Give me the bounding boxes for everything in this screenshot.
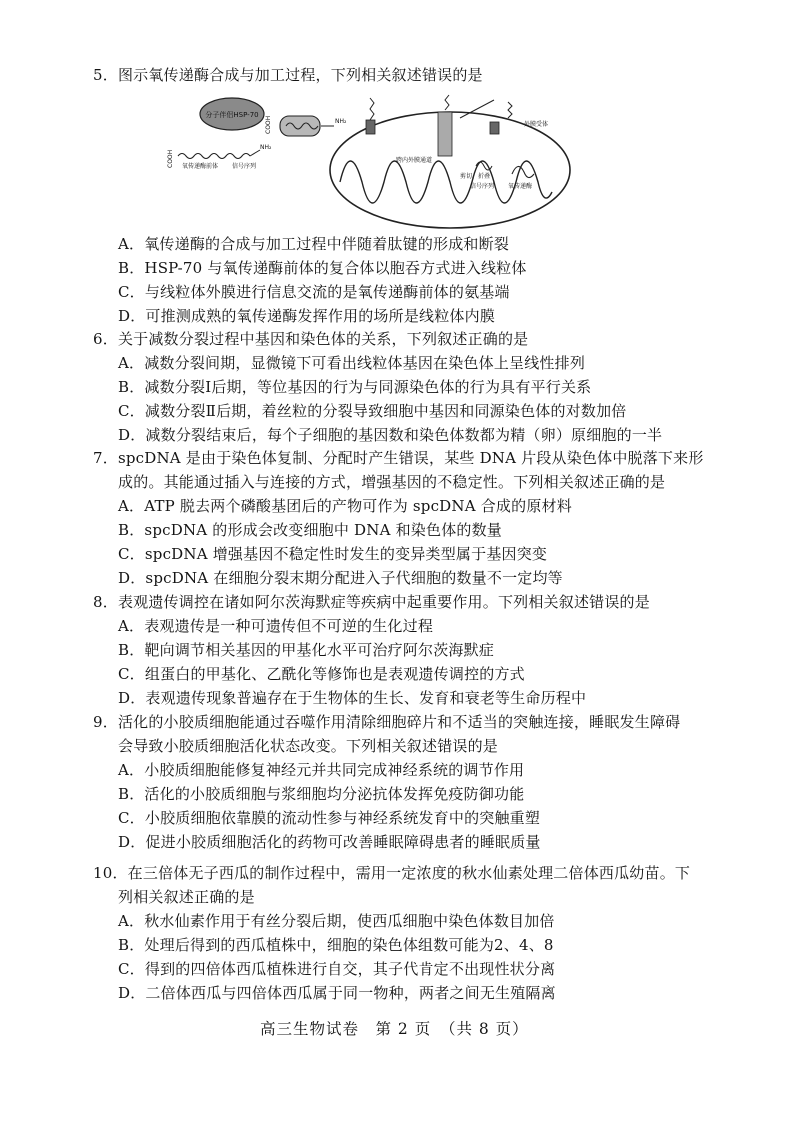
q7-option-a: A．ATP 脱去两个磷酸基团后的产物可作为 spcDNA 合成的原材料 xyxy=(118,497,572,515)
nh2-left-label: NH₂ xyxy=(260,144,272,151)
channel xyxy=(438,95,494,156)
q9-option-d: D．促进小胶质细胞活化的药物可改善睡眠障碍患者的睡眠质量 xyxy=(118,833,541,851)
q8-option-d: D．表观遗传现象普遍存在于生物体的生长、发育和衰老等生命历程中 xyxy=(118,689,587,707)
cleave-label: 剪切、折叠 xyxy=(460,173,491,180)
nh2-mid-label: NH₂ xyxy=(335,118,347,125)
q9-stem-line2: 会导致小胶质细胞活化状态改变。下列相关叙述错误的是 xyxy=(118,737,499,755)
q5-stem: 5．图示氧传递酶合成与加工过程，下列相关叙述错误的是 xyxy=(93,66,483,84)
page-footer: 高三生物试卷 第 2 页 （共 8 页） xyxy=(260,1020,529,1038)
precursor-complex xyxy=(280,116,347,136)
signal-seq-label: 信号序列 xyxy=(470,183,495,190)
q6-stem: 6．关于减数分裂过程中基因和染色体的关系，下列叙述正确的是 xyxy=(93,330,529,348)
outer-receptor-label: 外膜受体 xyxy=(524,121,549,128)
q8-option-c: C．组蛋白的甲基化、乙酰化等修饰也是表观遗传调控的方式 xyxy=(118,665,525,683)
q6-option-b: B．减数分裂Ⅰ后期，等位基因的行为与同源染色体的行为具有平行关系 xyxy=(118,378,592,396)
q7-option-d: D．spcDNA 在细胞分裂末期分配进入子代细胞的数量不一定均等 xyxy=(118,569,563,587)
q9-stem-line1: 9．活化的小胶质细胞能通过吞噬作用清除细胞碎片和不适当的突触连接，睡眠发生障碍 xyxy=(93,713,681,731)
q10-option-a: A．秋水仙素作用于有丝分裂后期，使西瓜细胞中染色体数目加倍 xyxy=(118,912,555,930)
q8-option-a: A．表观遗传是一种可遗传但不可逆的生化过程 xyxy=(118,617,434,635)
q5-option-a: A．氧传递酶的合成与加工过程中伴随着肽键的形成和断裂 xyxy=(118,235,510,253)
outer-receptor xyxy=(366,98,375,134)
signal-label: 信号序列 xyxy=(232,163,257,170)
q5-option-b: B．HSP-70 与氧传递酶前体的复合体以胞吞方式进入线粒体 xyxy=(118,259,527,277)
q7-option-b: B．spcDNA 的形成会改变细胞中 DNA 和染色体的数量 xyxy=(118,521,502,539)
q5-option-d: D．可推测成熟的氧传递酶发挥作用的场所是线粒体内膜 xyxy=(118,307,496,325)
q5-option-c: C．与线粒体外膜进行信息交流的是氧传递酶前体的氨基端 xyxy=(118,283,510,301)
q8-stem: 8．表观遗传调控在诸如阿尔茨海默症等疾病中起重要作用。下列相关叙述错误的是 xyxy=(93,593,650,611)
mature-enzyme-label: 氧传递酶 xyxy=(508,183,533,190)
cooh-left-label: COOH xyxy=(167,149,174,168)
q7-option-c: C．spcDNA 增强基因不稳定性时发生的变异类型属于基因突变 xyxy=(118,545,548,563)
cooh-mid-label: COOH xyxy=(265,115,272,134)
q7-stem-line2: 成的。其能通过插入与连接的方式，增强基因的不稳定性。下列相关叙述正确的是 xyxy=(118,473,666,491)
q6-option-c: C．减数分裂Ⅱ后期，着丝粒的分裂导致细胞中基因和同源染色体的对数加倍 xyxy=(118,402,627,420)
q6-option-d: D．减数分裂结束后，每个子细胞的基因数和染色体数都为精（卵）原细胞的一半 xyxy=(118,426,663,444)
q6-option-a: A．减数分裂间期，显微镜下可看出线粒体基因在染色体上呈线性排列 xyxy=(118,354,586,372)
precursor-label: 氧传递酶前体 xyxy=(182,163,219,170)
q5-diagram xyxy=(160,92,580,232)
q10-option-b: B．处理后得到的西瓜植株中，细胞的染色体组数可能为2、4、8 xyxy=(118,936,554,954)
q10-option-d: D．二倍体西瓜与四倍体西瓜属于同一物种，两者之间无生殖隔离 xyxy=(118,984,556,1002)
q9-option-c: C．小胶质细胞依靠膜的流动性参与神经系统发育中的突触重塑 xyxy=(118,809,541,827)
q10-option-c: C．得到的四倍体西瓜植株进行自交，其子代肯定不出现性状分离 xyxy=(118,960,556,978)
precursor-chain xyxy=(178,154,250,159)
q9-option-b: B．活化的小胶质细胞与浆细胞均分泌抗体发挥免疫防御功能 xyxy=(118,785,525,803)
q7-stem-line1: 7．spcDNA 是由于染色体复制、分配时产生错误，某些 DNA 片段从染色体中脱落下来形 xyxy=(93,449,704,467)
q10-stem-line2: 列相关叙述正确的是 xyxy=(118,888,255,906)
q9-option-a: A．小胶质细胞能修复神经元并共同完成神经系统的调节作用 xyxy=(118,761,525,779)
q10-stem-line1: 10．在三倍体无子西瓜的制作过程中，需用一定浓度的秋水仙素处理二倍体西瓜幼苗。下 xyxy=(93,864,691,882)
hsp70-label: 分子伴侣HSP-70 xyxy=(205,111,259,119)
q8-option-b: B．靶向调节相关基因的甲基化水平可治疗阿尔茨海默症 xyxy=(118,641,495,659)
channel-label: 跨内外膜通道 xyxy=(396,157,433,164)
hsp70-protein xyxy=(200,98,264,130)
